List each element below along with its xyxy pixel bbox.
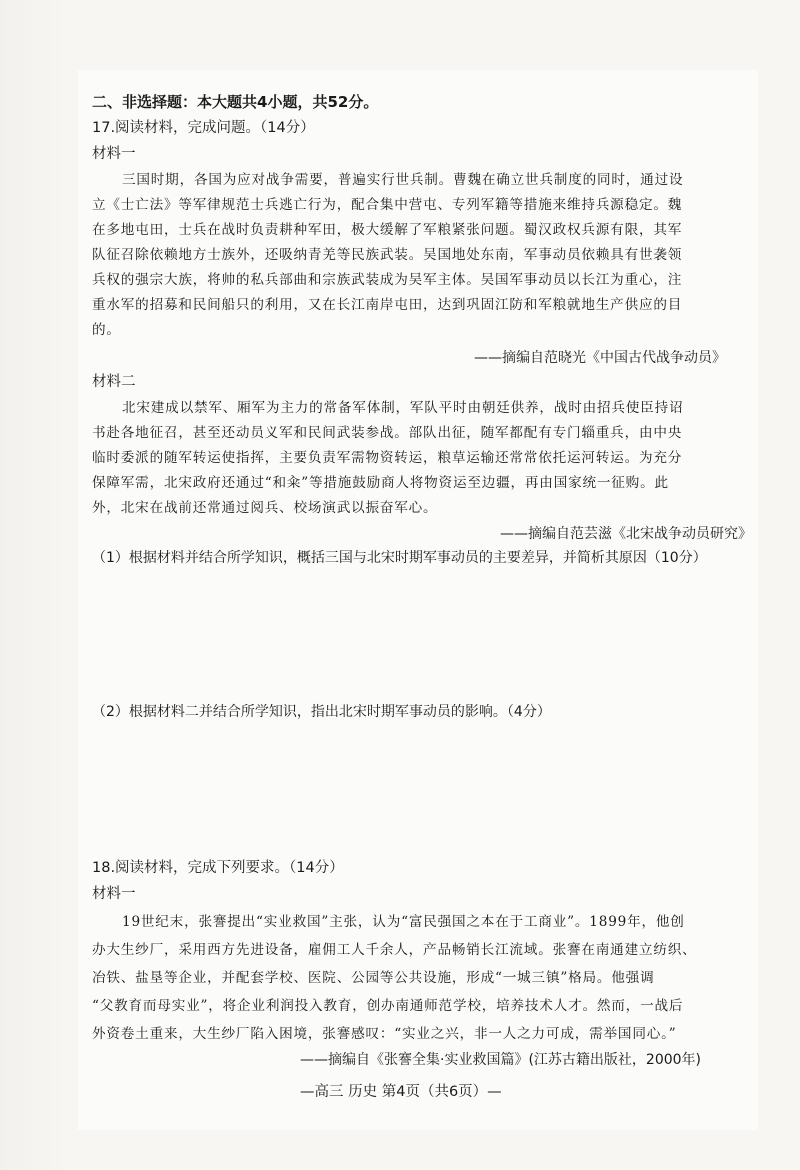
q18-material1-source: ——摘编自《张謇全集·实业救国篇》(江苏古籍出版社，2000年) bbox=[300, 1052, 702, 1068]
q17-material1-source: ——摘编自范晓光《中国古代战争动员》 bbox=[474, 350, 726, 366]
q17-material2-line: 保障军需，北宋政府还通过“和籴”等措施鼓励商人将物资运至边疆，再由国家统一征购。此 bbox=[92, 475, 669, 491]
q17-material2-label: 材料二 bbox=[92, 374, 136, 390]
q18-material1-line: 办大生纱厂，采用西方先进设备，雇佣工人千余人，产品畅销长江流域。张謇在南通建立纺织、 bbox=[92, 942, 697, 958]
q17-material1-line: 三国时期，各国为应对战争需要，普遍实行世兵制。曹魏在确立世兵制度的同时，通过设 bbox=[122, 172, 684, 188]
q17-material2-source: ——摘编自范芸滋《北宋战争动员研究》 bbox=[500, 526, 752, 542]
q17-material2-line: 外，北宋在战前还常通过阅兵、校场演武以振奋军心。 bbox=[92, 500, 438, 516]
q17-material1-line: 兵权的强宗大族，将帅的私兵部曲和宗族武装成为吴军主体。吴国军事动员以长江为重心，注 bbox=[92, 272, 683, 288]
q17-material2-line: 书赴各地征召，甚至还动员义军和民间武装参战。部队出征，随军都配有专门辎重兵，由中央 bbox=[92, 425, 683, 441]
q17-subquestion-1: （1）根据材料并结合所学知识，概括三国与北宋时期军事动员的主要差异，并简析其原因（10分） bbox=[92, 550, 707, 566]
q17-material1-line: 重水军的招募和民间船只的利用，又在长江南岸屯田，达到巩固江防和军粮就地生产供应的目 bbox=[92, 297, 683, 313]
q17-material1-line: 的。 bbox=[92, 322, 121, 338]
q17-material2-line: 临时委派的随军转运使指挥，主要负责军需物资转运，粮草运输还常常依托运河转运。为充分 bbox=[92, 450, 683, 466]
page-footer: —高三 历史 第4页（共6页）— bbox=[300, 1084, 502, 1100]
scan-edge-shadow bbox=[0, 0, 70, 1170]
q18-title: 18.阅读材料，完成下列要求。（14分） bbox=[92, 860, 344, 876]
q18-material1-line: 外资卷土重来，大生纱厂陷入困境，张謇感叹：“实业之兴，非一人之力可成，需举国同心。” bbox=[92, 1026, 677, 1042]
q17-material1-label: 材料一 bbox=[92, 146, 136, 162]
q18-material1-line: “父教育而母实业”，将企业利润投入教育，创办南通师范学校，培养技术人才。然而，一战后 bbox=[92, 998, 684, 1014]
q17-material1-line: 在多地屯田，士兵在战时负责耕种军田，极大缓解了军粮紧张问题。蜀汉政权兵源有限，其军 bbox=[92, 222, 683, 238]
q17-subquestion-2: （2）根据材料二并结合所学知识，指出北宋时期军事动员的影响。（4分） bbox=[92, 704, 551, 720]
q17-material2-line: 北宋建成以禁军、厢军为主力的常备军体制，军队平时由朝廷供养，战时由招兵使臣持诏 bbox=[122, 400, 684, 416]
q17-title: 17.阅读材料，完成问题。（14分） bbox=[92, 120, 315, 136]
q17-material1-line: 队征召除依赖地方士族外，还吸纳青羌等民族武装。吴国地处东南，军事动员依赖具有世袭领 bbox=[92, 247, 683, 263]
q18-material1-label: 材料一 bbox=[92, 886, 136, 902]
q18-material1-line: 19世纪末，张謇提出“实业救国”主张，认为“富民强国之本在于工商业”。1899年，他创 bbox=[122, 914, 685, 930]
q17-material1-line: 立《士亡法》等军律规范士兵逃亡行为，配合集中营屯、专列军籍等措施来维持兵源稳定。魏 bbox=[92, 197, 683, 213]
section-heading: 二、非选择题：本大题共4小题，共52分。 bbox=[92, 93, 379, 111]
q18-material1-line: 冶铁、盐垦等企业，并配套学校、医院、公园等公共设施，形成“一城三镇”格局。他强调 bbox=[92, 970, 655, 986]
